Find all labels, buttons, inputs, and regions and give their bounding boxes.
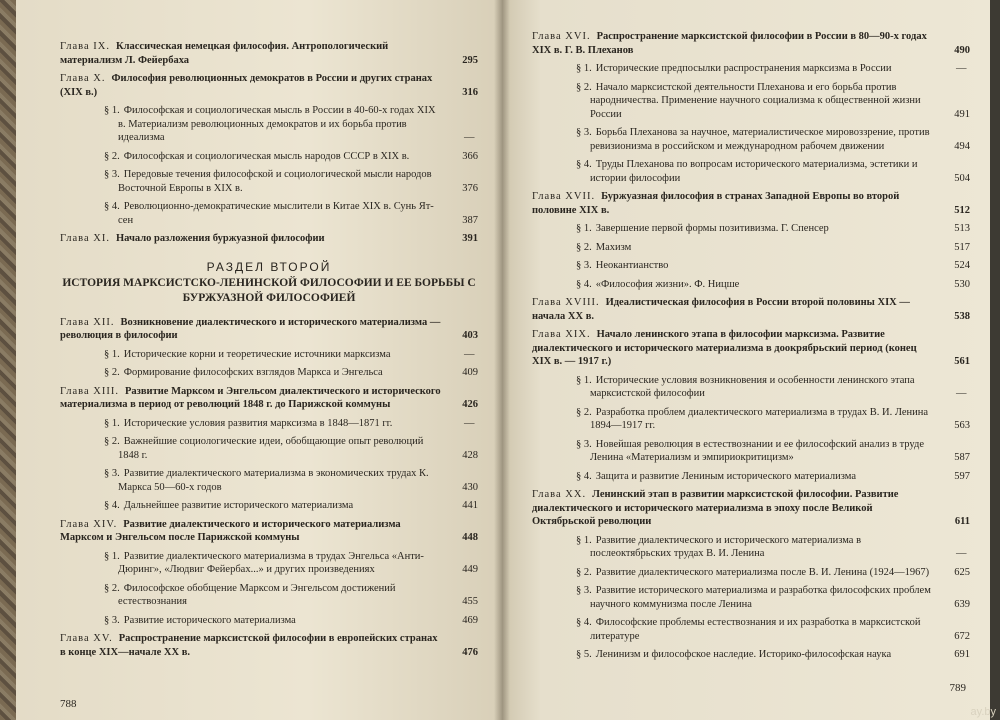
section-number: § 1. [104,348,120,360]
section-title: Философские проблемы естествознания и их разработка в марксистской литературе [590,617,921,642]
toc-section-entry [532,222,970,236]
page-ref: 403 [462,330,478,341]
chapter-title: Буржуазная философия в странах Западной Европы во второй половине XIX в. [532,191,900,216]
toc-section-entry [532,81,970,122]
section-number: § 4. [576,617,592,628]
toc-section-entry [60,366,478,380]
page-ref: 448 [462,532,478,543]
section-number: § 2. [576,566,592,578]
chapter-label: Глава IX. [60,41,110,52]
section-title: Начало марксистской деятельности Плеханова и его борьба против народничества. Применение научного социализма к общественной жизни России [590,81,921,120]
section-number: § 1. [576,63,592,74]
section-title: Завершение первой формы позитивизма. Г. Спенсер [595,223,829,234]
page-ref: 391 [462,233,478,244]
toc-section-entry [532,470,970,484]
toc-list-left-bottom [60,316,478,660]
section-title: Исторические условия развития марксизма в 1848—1871 гг. [123,417,393,429]
section-number: § 4. [576,278,592,290]
chapter-label: Глава XV. [60,633,113,644]
section-title: Философское обобщение Марксом и Энгельсом достижений естествознания [118,582,396,607]
left-page [16,0,502,720]
toc-chapter-entry [60,632,478,659]
part-heading [60,260,478,306]
page-ref: 426 [462,399,478,410]
section-number: § 1. [576,534,592,546]
page-ref: 513 [954,223,970,234]
section-number: § 2. [104,436,120,447]
section-title: Защита и развитие Лениным исторического материализма [595,470,857,482]
toc-chapter-entry [60,40,478,67]
toc-section-entry [60,168,478,195]
section-number: § 3. [576,127,592,138]
section-number: § 1. [104,550,120,562]
section-title: Махизм [595,241,632,253]
toc-section-entry [532,584,970,611]
section-number: § 2. [104,150,120,162]
section-number: § 2. [576,241,592,253]
toc-section-entry [60,582,478,609]
toc-section-entry [60,435,478,462]
toc-section-entry [532,241,970,255]
section-title: Революционно-демократические мыслители в Китае XIX в. Сунь Ят-сен [118,201,434,226]
page-ref: 387 [462,214,478,226]
toc-chapter-entry [532,30,970,57]
section-title: Исторические корни и теоретические источники марксизма [123,348,391,360]
toc-chapter-entry [60,385,478,412]
chapter-label: Глава XIX. [532,329,591,340]
page-ref: 639 [954,598,970,610]
section-number: § 4. [104,500,120,511]
section-number: § 3. [576,260,592,271]
section-title: Формирование философских взглядов Маркса и Энгельса [123,367,383,378]
section-number: § 2. [576,406,592,418]
book-gutter [494,0,510,720]
page-ref: 441 [462,500,478,511]
chapter-label: Глава XVII. [532,191,596,202]
section-title: Развитие диалектического материализма в экономических трудах К. Маркса 50—60-х годов [118,468,429,493]
chapter-title: Классическая немецкая философия. Антропологический материализм Л. Фейербаха [60,41,389,66]
toc-section-entry [60,467,478,494]
section-number: § 1. [576,223,592,234]
toc-section-entry [532,616,970,643]
toc-section-entry: § 1. Исторические условия развития марксизма в 1848—1871 гг. — [104,417,475,429]
page-ref: 504 [954,172,970,184]
section-title: «Философия жизни». Ф. Ницше [595,278,740,290]
chapter-title: Возникновение диалектического и исторического материализма — революция в философии [60,316,441,341]
toc-section-entry [532,438,970,465]
page-ref: 524 [954,260,970,271]
section-title: Развитие исторического материализма и разработка философских проблем научного коммунизма после Ленина [590,585,931,610]
page-ref: 449 [462,564,478,575]
section-number: § 3. [104,169,120,180]
toc-section-entry [532,158,970,185]
page-ref: 476 [462,646,478,658]
chapter-title: Ленинский этап в развитии марксистской философии. Развитие диалектического и исторического материализма в эпоху после Великой Октябрьской революции [532,489,899,527]
section-title: Неокантианство [595,260,669,271]
part-title: ИСТОРИЯ МАРКСИСТСКО-ЛЕНИНСКОЙ ФИЛОСОФИИ И ЕЕ БОРЬБЫ С БУРЖУАЗНОЙ ФИЛОСОФИЕЙ [62,276,476,304]
section-number: § 2. [104,582,120,594]
section-title: Исторические предпосылки распространения марксизма в России [595,63,892,74]
section-title: Философская и социологическая мысль народов СССР в XIX в. [123,150,410,162]
section-title: Развитие исторического материализма [123,614,296,626]
chapter-label: Глава XVIII. [532,297,600,308]
section-number: § 2. [104,367,120,378]
chapter-title: Развитие Марксом и Энгельсом диалектического и исторического материализма в период от революций 1848 г. до Парижской коммуны [60,385,441,410]
page-ref: 469 [462,614,478,626]
toc-section-entry [60,550,478,577]
toc-list-right [532,30,970,662]
page-ref: 625 [954,566,970,578]
chapter-label: Глава X. [60,73,106,84]
toc-section-entry: § 1. Исторические предпосылки распространения марксизма в России — [576,63,967,74]
chapter-label: Глава XIII. [60,385,119,397]
chapter-label: Глава XI. [60,233,110,244]
section-title: Развитие диалектического материализма после В. И. Ленина (1924—1967) [595,566,930,578]
toc-section-entry: § 1. Развитие диалектического и исторического материализма в послеоктябрьских трудах В. И. Ленина — [576,534,967,559]
page-ref: 597 [954,470,970,482]
section-number: § 3. [104,468,120,479]
toc-chapter-entry [532,488,970,529]
chapter-title: Распространение марксистской философии в России в 80—90-х годах XIX в. Г. В. Плеханов [532,31,927,56]
chapter-title: Философия революционных демократов в России и других странах (XIX в.) [60,73,433,98]
chapter-label: Глава XIV. [60,518,118,530]
section-title: Развитие диалектического и исторического материализма в послеоктябрьских трудах В. И. Ленина [590,534,862,559]
section-number: § 5. [576,649,592,660]
section-number: § 2. [576,81,592,93]
section-number: § 3. [576,438,592,450]
section-number: § 4. [104,201,120,212]
page-ref: 409 [462,367,478,378]
page-number-right: 789 [949,682,966,694]
page-ref: 494 [954,140,970,152]
toc-section-entry: § 1. Исторические условия возникновения и особенности ленинского этапа марксистской философии — [576,374,967,399]
page-ref: 295 [462,54,478,66]
section-number: § 1. [104,417,120,429]
section-number: § 1. [104,105,120,116]
page-ref: 561 [954,356,970,367]
section-title: Философская и социологическая мысль в России в 40-60-х годах XIX в. Материализм революционных демократов и их борьба против идеализма [118,105,436,143]
right-page [502,0,990,720]
page-ref: 490 [954,44,970,56]
toc-section-entry [60,150,478,164]
toc-chapter-entry [60,72,478,99]
page-ref: 611 [954,516,970,527]
section-number: § 1. [576,374,592,386]
section-title: Труды Плеханова по вопросам исторического материализма, эстетики и истории философии [590,159,918,184]
page-ref: 376 [462,182,478,194]
toc-section-entry [60,200,478,227]
part-label: РАЗДЕЛ ВТОРОЙ [206,259,332,274]
section-title: Важнейшие социологические идеи, обобщающие опыт революций 1848 г. [118,436,424,461]
background-edge [990,0,1000,720]
page-ref: 455 [462,596,478,607]
toc-chapter-entry [532,328,970,369]
section-title: Передовые течения философской и социологической мысли народов Восточной Европы в XIX в. [118,169,432,194]
page-ref: 512 [954,204,970,216]
toc-section-entry [532,126,970,153]
chapter-title: Идеалистическая философия в России второй половины XIX — начала XX в. [532,297,910,322]
page-ref: 430 [462,481,478,493]
page-ref: 491 [954,108,970,120]
toc-chapter-entry [532,190,970,217]
page-ref: 563 [954,420,970,431]
chapter-label: Глава XVI. [532,31,591,42]
toc-section-entry [532,566,970,580]
page-ref: 538 [954,310,970,322]
toc-section-entry [532,406,970,433]
section-number: § 4. [576,159,592,170]
toc-section-entry: § 1. Исторические корни и теоретические источники марксизма — [104,348,475,360]
chapter-label: Глава XII. [60,316,115,328]
toc-section-entry [532,278,970,292]
page-ref: 587 [954,452,970,463]
section-number: § 3. [104,614,120,626]
watermark: ay.by [970,706,996,718]
toc-chapter-entry [60,518,478,545]
toc-chapter-entry [60,232,478,246]
section-title: Ленинизм и философское наследие. Историко-философская наука [595,649,892,660]
section-number: § 4. [576,470,592,482]
chapter-title: Начало разложения буржуазной философии [116,233,325,244]
page-ref: 672 [954,630,970,642]
section-number: § 3. [576,585,592,596]
section-title: Разработка проблем диалектического материализма в трудах В. И. Ленина 1894—1917 гг. [590,406,929,431]
section-title: Борьба Плеханова за научное, материалистическое мировоззрение, против ревизионизма в российском и международном рабочем движении [590,127,930,152]
toc-list-left-top [60,40,478,246]
page-ref: 530 [954,278,970,290]
section-title: Дальнейшее развитие исторического материализма [123,500,354,511]
page-ref: 428 [462,449,478,461]
chapter-title: Развитие диалектического и исторического материализма Марксом и Энгельсом после Парижской коммуны [60,518,401,543]
page-number-left: 788 [60,698,77,710]
toc-chapter-entry [60,316,478,343]
toc-section-entry [532,259,970,273]
section-title: Новейшая революция в естествознании и ее философский анализ в труде Ленина «Материализм и эмпириокритицизм» [590,438,924,463]
page-ref: 691 [954,649,970,660]
toc-section-entry: § 1. Философская и социологическая мысль в России в 40-60-х годах XIX в. Материализм революционных демократов и их борьба против идеализма — [104,105,475,143]
toc-section-entry [60,499,478,513]
chapter-label: Глава XX. [532,489,587,500]
toc-chapter-entry [532,296,970,323]
page-ref: 366 [462,150,478,162]
section-title: Исторические условия возникновения и особенности ленинского этапа марксистской философии [590,374,915,399]
chapter-title: Начало ленинского этапа в философии марксизма. Развитие диалектического и исторического материализма в доокрябрьский период (конец XIX в. — 1917 г.) [532,329,917,367]
section-title: Развитие диалектического материализма в трудах Энгельса «Анти-Дюринг», «Людвиг Фейербах...» и других произведениях [118,550,424,575]
page-ref: 316 [462,86,478,98]
page-ref: 517 [954,241,970,253]
chapter-title: Распространение марксистской философии в европейских странах в конце XIX—начале XX в. [60,633,438,658]
toc-section-entry [532,648,970,662]
toc-section-entry [60,614,478,628]
